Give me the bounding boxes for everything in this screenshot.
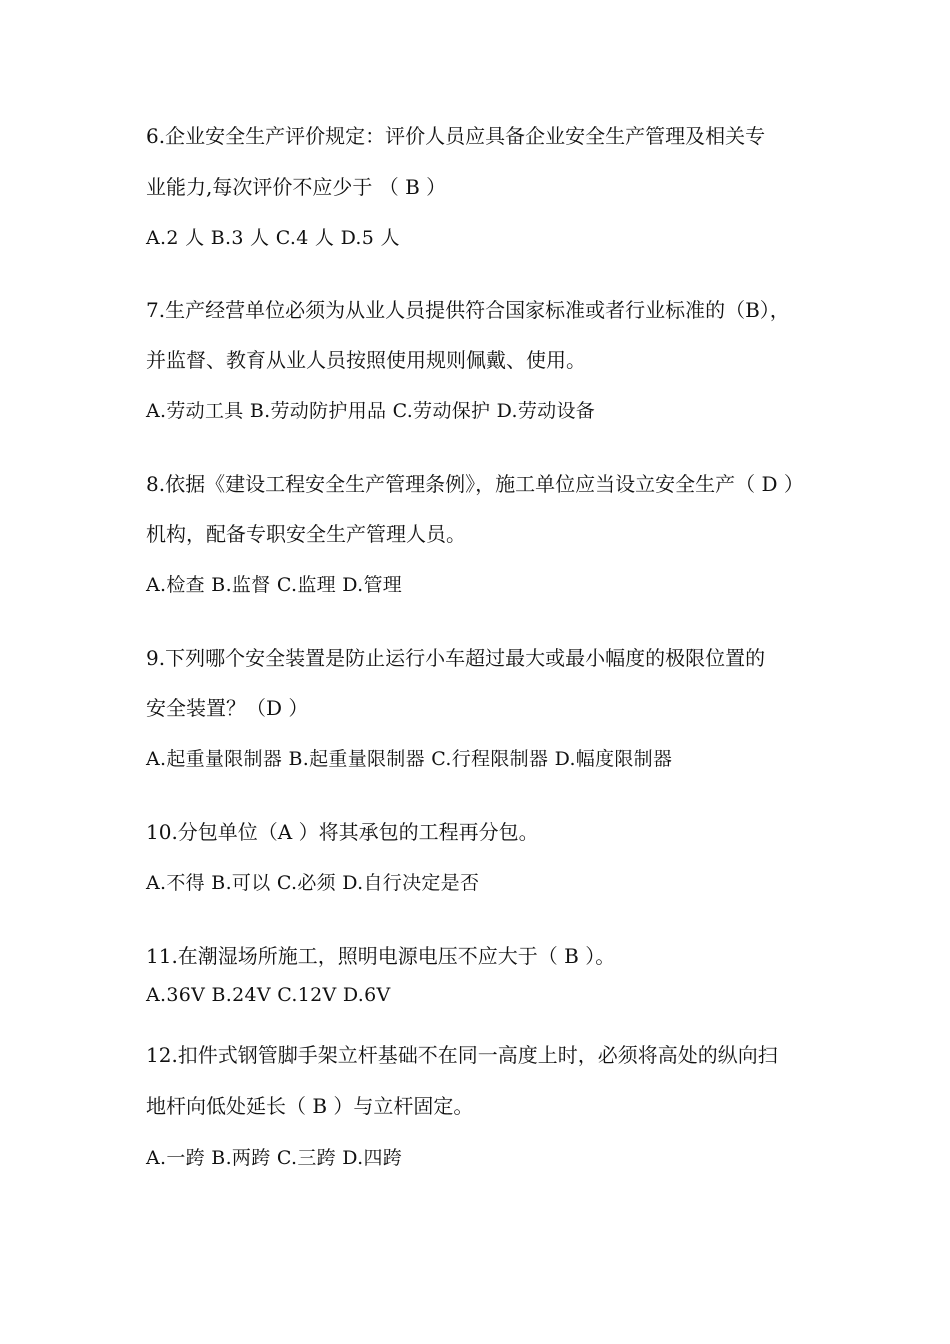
question-7-line-2: 并监督、教育从业人员按照使用规则佩戴、使用。	[146, 348, 586, 372]
question-12-options: A.一跨 B.两跨 C.三跨 D.四跨	[146, 1147, 403, 1169]
question-11-options: A.36V B.24V C.12V D.6V	[146, 984, 391, 1006]
question-8-line-2: 机构，配备专职安全生产管理人员。	[146, 522, 466, 546]
question-9-line-1: 9.下列哪个安全装置是防止运行小车超过最大或最小幅度的极限位置的	[146, 646, 766, 670]
question-6-options: A.2 人 B.3 人 C.4 人 D.5 人	[146, 227, 400, 249]
question-8-options: A.检查 B.监督 C.监理 D.管理	[146, 574, 403, 596]
question-12-line-1: 12.扣件式钢管脚手架立杆基础不在同一高度上时，必须将高处的纵向扫	[146, 1043, 778, 1067]
question-6-line-1: 6.企业安全生产评价规定：评价人员应具备企业安全生产管理及相关专	[146, 124, 766, 148]
question-6-line-2: 业能力,每次评价不应少于 （ B ）	[146, 175, 447, 199]
question-7-options: A.劳动工具 B.劳动防护用品 C.劳动保护 D.劳动设备	[146, 400, 596, 422]
question-10-line-1: 10.分包单位（A ）将其承包的工程再分包。	[146, 820, 539, 844]
question-9-options: A.起重量限制器 B.起重量限制器 C.行程限制器 D.幅度限制器	[146, 748, 673, 770]
question-12-line-2: 地杆向低处延长（ B ）与立杆固定。	[146, 1094, 474, 1118]
question-9-line-2: 安全装置？（D ）	[146, 696, 309, 720]
question-7-line-1: 7.生产经营单位必须为从业人员提供符合国家标准或者行业标准的（B），	[146, 298, 790, 322]
question-8-line-1: 8.依据《建设工程安全生产管理条例》，施工单位应当设立安全生产（ D ）	[146, 472, 804, 496]
question-10-options: A.不得 B.可以 C.必须 D.自行决定是否	[146, 872, 480, 894]
question-11-line-1: 11.在潮湿场所施工，照明电源电压不应大于（ B ）。	[146, 944, 616, 968]
